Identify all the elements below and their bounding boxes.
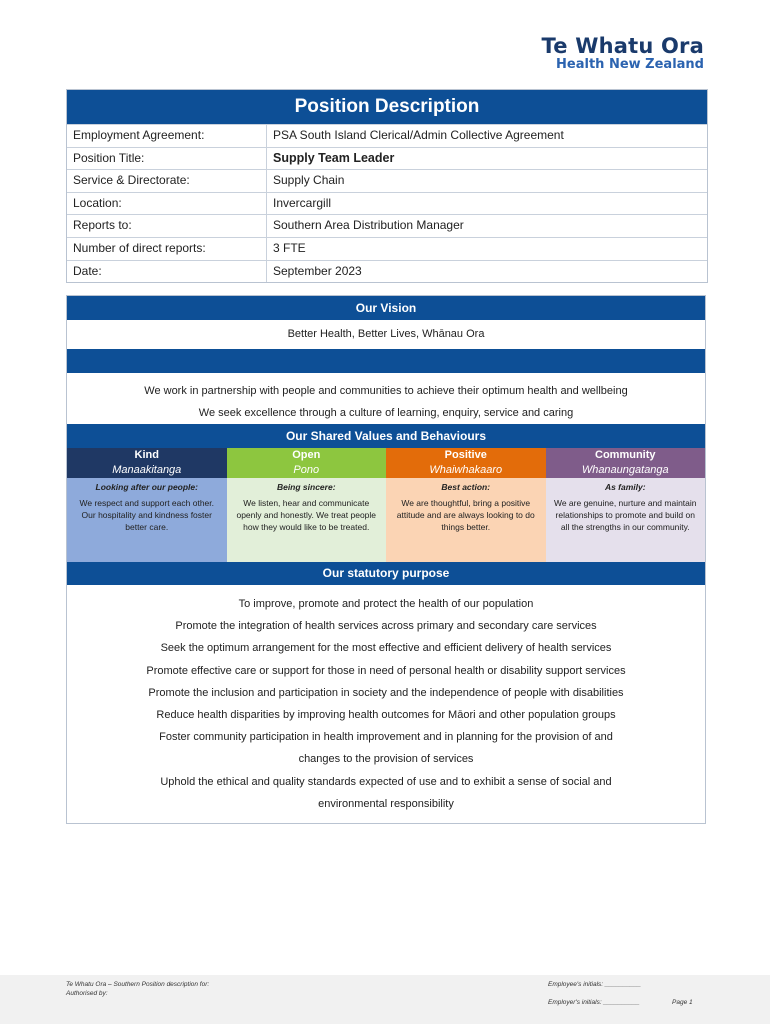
footer-employer-initials: Employer's initials: __________ <box>548 999 640 1006</box>
statutory-line: environmental responsibility <box>318 797 454 810</box>
statutory-line: Promote the integration of health services across primary and secondary care services <box>175 620 597 633</box>
value-header <box>546 448 706 478</box>
values-box <box>66 295 706 824</box>
values-grid <box>67 448 705 562</box>
value-header <box>386 448 546 478</box>
footer-page-number: Page 1 <box>672 999 693 1006</box>
row-label: Date: <box>67 261 267 283</box>
partnership-statements <box>67 373 705 424</box>
value-text: We are genuine, nurture and maintain relationships to promote and build on all the strengths in our community. <box>553 498 697 532</box>
value-subhead: Looking after our people: <box>95 482 198 492</box>
value-name: Positive <box>444 449 487 461</box>
logo-name: Te Whatu Ora <box>541 34 704 58</box>
logo <box>542 34 704 72</box>
row-label: Location: <box>67 193 267 215</box>
statutory-line: changes to the provision of services <box>298 753 474 766</box>
row-label: Reports to: <box>67 215 267 237</box>
partnership-line: We work in partnership with people and communities to achieve their optimum health and wellbeing <box>144 385 628 397</box>
row-label: Number of direct reports: <box>67 238 267 260</box>
statutory-heading: Our statutory purpose <box>67 562 705 585</box>
value-positive <box>386 448 546 562</box>
vision-text: Better Health, Better Lives, Whānau Ora <box>287 328 485 340</box>
value-subhead: Best action: <box>441 482 491 492</box>
statutory-line: To improve, promote and protect the health of our population <box>238 598 534 610</box>
footer-employee-initials: Employee's initials: __________ <box>548 981 642 988</box>
value-name: Kind <box>134 449 159 461</box>
logo-subtitle: Health New Zealand <box>556 57 704 72</box>
row-value: Invercargill <box>273 195 332 210</box>
value-text: We listen, hear and communicate openly and honestly. We treat people how they would like to be treated. <box>236 498 377 532</box>
value-maori: Manaakitanga <box>112 464 182 476</box>
table-row <box>67 214 707 237</box>
value-maori: Whaiwhakaaro <box>429 464 503 476</box>
value-community <box>546 448 706 562</box>
row-label: Employment Agreement: <box>67 125 267 147</box>
value-kind <box>67 448 227 562</box>
page-title: Position Description <box>67 90 707 124</box>
statutory-line: Promote the inclusion and participation in society and the independence of people with disabilities <box>148 686 624 699</box>
statutory-line: Promote effective care or support for those in need of personal health or disability support services <box>146 664 626 677</box>
row-value: Supply Team Leader <box>273 150 395 165</box>
row-value: Supply Chain <box>273 173 345 188</box>
vision-heading: Our Vision <box>67 296 705 320</box>
table-row <box>67 192 707 215</box>
page-footer <box>0 975 770 1024</box>
row-label: Service & Directorate: <box>67 170 267 192</box>
partnership-line: We seek excellence through a culture of learning, enquiry, service and caring <box>198 407 574 419</box>
table-row <box>67 147 707 170</box>
values-heading: Our Shared Values and Behaviours <box>67 424 705 448</box>
table-row <box>67 169 707 192</box>
value-subhead: As family: <box>604 482 646 492</box>
value-open <box>227 448 387 562</box>
statutory-line: Foster community participation in health improvement and in planning for the provision of and <box>159 731 613 744</box>
value-name: Community <box>595 449 656 461</box>
divider-band <box>67 349 705 373</box>
value-maori: Whanaungatanga <box>581 464 669 476</box>
value-text: We are thoughtful, bring a positive attitude and are always looking to do things better. <box>396 498 535 532</box>
row-value: September 2023 <box>273 263 362 278</box>
table-row <box>67 260 707 283</box>
statutory-list <box>67 585 705 823</box>
row-label: Position Title: <box>67 148 267 170</box>
value-maori: Pono <box>293 464 320 476</box>
value-body <box>227 478 387 562</box>
row-value: PSA South Island Clerical/Admin Collective Agreement <box>273 128 564 142</box>
statutory-line: Reduce health disparities by improving health outcomes for Māori and other population groups <box>156 709 616 722</box>
value-header <box>227 448 387 478</box>
position-description-table <box>66 89 708 283</box>
value-subhead: Being sincere: <box>276 482 336 492</box>
value-body <box>386 478 546 562</box>
value-body <box>67 478 227 562</box>
row-value: 3 FTE <box>273 240 306 255</box>
footer-authorised: Authorised by: <box>66 990 108 997</box>
value-name: Open <box>292 449 321 461</box>
value-header <box>67 448 227 478</box>
value-text: We respect and support each other. Our hospitality and kindness foster better care. <box>79 498 214 532</box>
value-body <box>546 478 706 562</box>
table-row <box>67 124 707 147</box>
statutory-line: Uphold the ethical and quality standards expected of use and to exhibit a sense of social and <box>160 775 612 788</box>
statutory-line: Seek the optimum arrangement for the most effective and efficient delivery of health services <box>160 642 612 655</box>
footer-position-text: Te Whatu Ora – Southern Position description for: <box>66 981 210 988</box>
table-row <box>67 237 707 260</box>
row-value: Southern Area Distribution Manager <box>273 218 464 233</box>
